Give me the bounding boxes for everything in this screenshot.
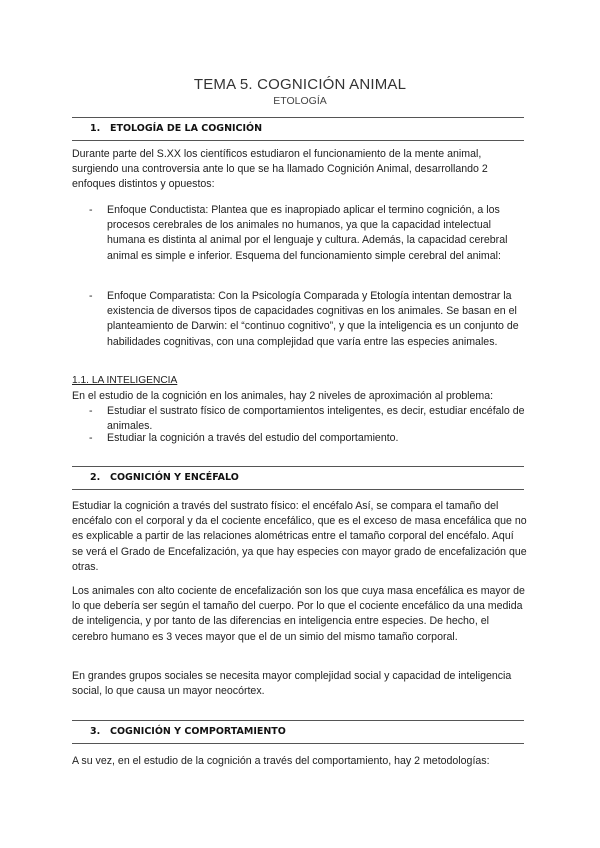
section-2-title: COGNICIÓN Y ENCÉFALO bbox=[110, 472, 239, 483]
section-3-bottom-rule bbox=[72, 743, 524, 744]
section-2-bottom-rule bbox=[72, 489, 524, 490]
section-3-heading-block bbox=[72, 720, 524, 744]
section-1-bullet bbox=[89, 289, 529, 350]
bullet-dash: - bbox=[89, 405, 93, 417]
section-2-paragraph-1: Estudiar la cognición a través del sustrato físico: el encéfalo Así, se compara el tamaño del encéfalo con el corporal y da el cociente encefálico, que es el exceso de masa encefálica que no es explicable a partir de las relaciones alométricas entre el tamaño corporal del encéfalo. Aquí se verá el Grado de Encefalización, ya que hay especies con mayor grado de encefalización que otras. bbox=[72, 500, 527, 573]
section-2-paragraph-2: Los animales con alto cociente de encefalización son los que cuya masa encefálica es mayor de lo que debería ser según el tamaño del cuerpo. Por lo que el cociente encefálico da una medida de inteligencia, y por tanto de las diferencias en inteligencia entre especies. De hecho, el cerebro humano es 3 veces mayor que el de un simio del mismo tamaño corporal. bbox=[72, 585, 525, 643]
section-2-heading-block bbox=[72, 466, 524, 490]
bullet-dash: - bbox=[89, 290, 93, 302]
bullet-text-comparatista: Enfoque Comparatista: Con la Psicología Comparada y Etología intentan demostrar la existencia de diversos tipos de capacidades cognitivas en los animales. Se basan en el planteamiento de Darwin: el “continuo cognitivo”, y que la inteligencia es un conjunto de habilidades cognitivas, con una complejidad que varía entre las especies animales. bbox=[107, 290, 519, 348]
section-1-title: ETOLOGÍA DE LA COGNICIÓN bbox=[110, 123, 263, 134]
section-1-intro: Durante parte del S.XX los científicos estudiaron el funcionamiento de la mente animal, surgiendo una controversia ante lo que se ha llamado Cognición Animal, desarrollando 2 enfoques distintos y opuestos: bbox=[72, 148, 488, 191]
section-3-heading bbox=[72, 721, 524, 743]
section-1-bullet bbox=[89, 203, 529, 264]
subsection-bullet bbox=[89, 404, 529, 434]
subsection-title-inteligencia: 1.1. LA INTELIGENCIA bbox=[72, 375, 178, 386]
section-3-number: 3. bbox=[90, 726, 101, 737]
section-2-number: 2. bbox=[90, 472, 101, 483]
section-3-title: COGNICIÓN Y COMPORTAMIENTO bbox=[110, 726, 286, 737]
bullet-dash: - bbox=[89, 432, 93, 444]
section-2-heading bbox=[72, 467, 524, 489]
section-1-heading-block bbox=[72, 117, 524, 141]
subsection-bullet-text-2: Estudiar la cognición a través del estudio del comportamiento. bbox=[107, 432, 399, 444]
subsection-bullet bbox=[89, 431, 529, 446]
section-1-bottom-rule bbox=[72, 140, 524, 141]
section-2-paragraph-3: En grandes grupos sociales se necesita mayor complejidad social y capacidad de inteligencia social, lo que causa un mayor neocórtex. bbox=[72, 670, 512, 698]
bullet-dash: - bbox=[89, 204, 93, 216]
section-3-intro: A su vez, en el estudio de la cognición a través del comportamiento, hay 2 metodologías: bbox=[72, 755, 490, 767]
section-1-number: 1. bbox=[90, 123, 101, 134]
document-subtitle: ETOLOGÍA bbox=[273, 95, 327, 107]
subsection-intro: En el estudio de la cognición en los animales, hay 2 niveles de aproximación al problema: bbox=[72, 390, 494, 402]
subsection-bullet-text-1: Estudiar el sustrato físico de comportamientos inteligentes, es decir, estudiar encéfalo de animales. bbox=[107, 405, 525, 433]
section-1-heading bbox=[72, 118, 524, 140]
bullet-text-conductista: Enfoque Conductista: Plantea que es inapropiado aplicar el termino cognición, a los procesos cerebrales de los animales no humanos, ya que la capacidad intelectual humana es distinta al animal por el lenguaje y cultura. Además, la capacidad cerebral animal es simple e inferior. Esquema del funcionamiento simple cerebral del animal: bbox=[107, 204, 508, 262]
document-title: TEMA 5. COGNICIÓN ANIMAL bbox=[193, 76, 407, 93]
